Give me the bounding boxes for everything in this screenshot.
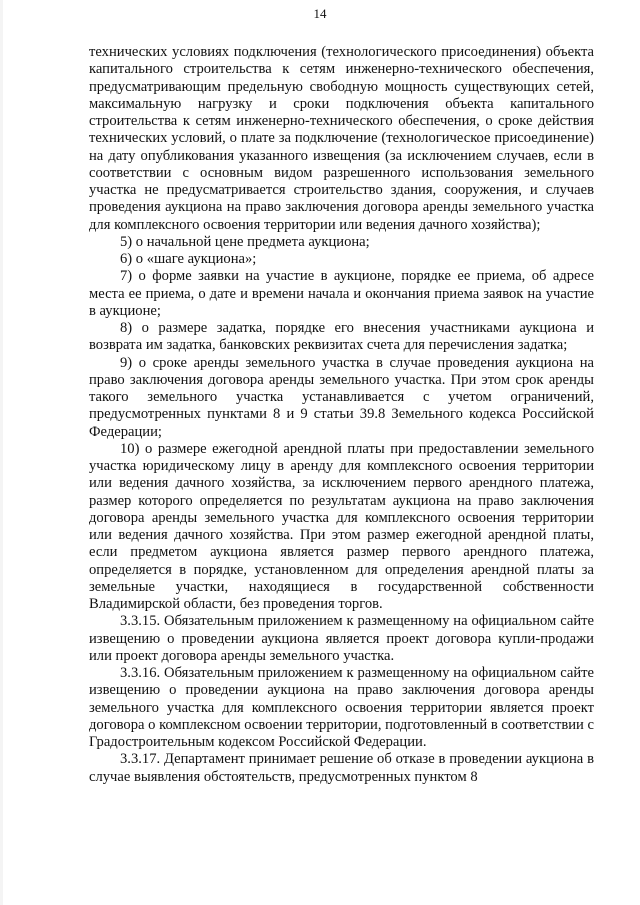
page-number: 14: [313, 6, 327, 21]
clause-3-3-17: 3.3.17. Департамент принимает решение об отказе в проведении аукциона в случае выявления обстоятельств, предусмотренных пунктом 8: [89, 751, 594, 785]
clause-3-3-15: 3.3.15. Обязательным приложением к размещенному на официальном сайте извещению о проведении аукциона является проект договора купли-продажи или проект договора аренды земельного участка.: [89, 613, 594, 664]
list-item-9: 9) о сроке аренды земельного участка в случае проведения аукциона на право заключения договора аренды земельного участка. При этом срок аренды такого земельного участка устанавливается с учетом ограничений, предусмотренных пунктами 8 и 9 статьи 39.8 Земельного кодекса Российской Федерации;: [89, 354, 594, 440]
list-item-7: 7) о форме заявки на участие в аукционе, порядке ее приема, об адресе места ее приема, о дате и времени начала и окончания приема заявок на участие в аукционе;: [89, 268, 594, 319]
list-item-8: 8) о размере задатка, порядке его внесения участниками аукциона и возврата им задатка, банковских реквизитах счета для перечисления задатка;: [89, 320, 594, 354]
clause-3-3-16: 3.3.16. Обязательным приложением к размещенному на официальном сайте извещению о проведении аукциона на право заключения договора аренды земельного участка для комплексного освоения территории является проект договора о комплексном освоении территории, подготовленный в соответствии с Градостроительным кодексом Российской Федерации.: [89, 665, 594, 750]
paragraph: технических условиях подключения (технологического присоединения) объекта капитального строительства к сетям инженерно-технического обеспечения, предусматривающим предельную свободную мощность существующих сетей, максимальную нагрузку и сроки подключения объекта капитального строительства к сетям инженерно-технического обеспечения, о сроке действия технических условий, о плате за подключение (технологическое присоединение) на дату опубликования указанного извещения (за исключением случаев, если в соответствии с основным видом разрешенного использования земельного участка не предусматривается строительство здания, сооружения, и случаев проведения аукциона на право заключения договора аренды земельного участка для комплексного освоения территории или ведения дачного хозяйства);: [89, 44, 594, 233]
scan-edge: [0, 0, 3, 905]
list-item-10: 10) о размере ежегодной арендной платы при предоставлении земельного участка юридическому лицу в аренду для комплексного освоения территории или ведения дачного хозяйства, за исключением первого арендного платежа, размер которого определяется по результатам аукциона на право заключения договора аренды земельного участка для комплексного освоения территории или ведения дачного хозяйства. При этом размер ежегодной арендной платы, если предметом аукциона является размер первого арендного платежа, определяется в порядке, установленном для определения арендной платы за земельные участки, находящиеся в государственной собственности Владимирской области, без проведения торгов.: [89, 440, 594, 612]
body-text: [89, 44, 594, 786]
list-item-6: 6) о «шаге аукциона»;: [120, 251, 257, 267]
list-item-5: 5) о начальной цене предмета аукциона;: [120, 233, 370, 250]
